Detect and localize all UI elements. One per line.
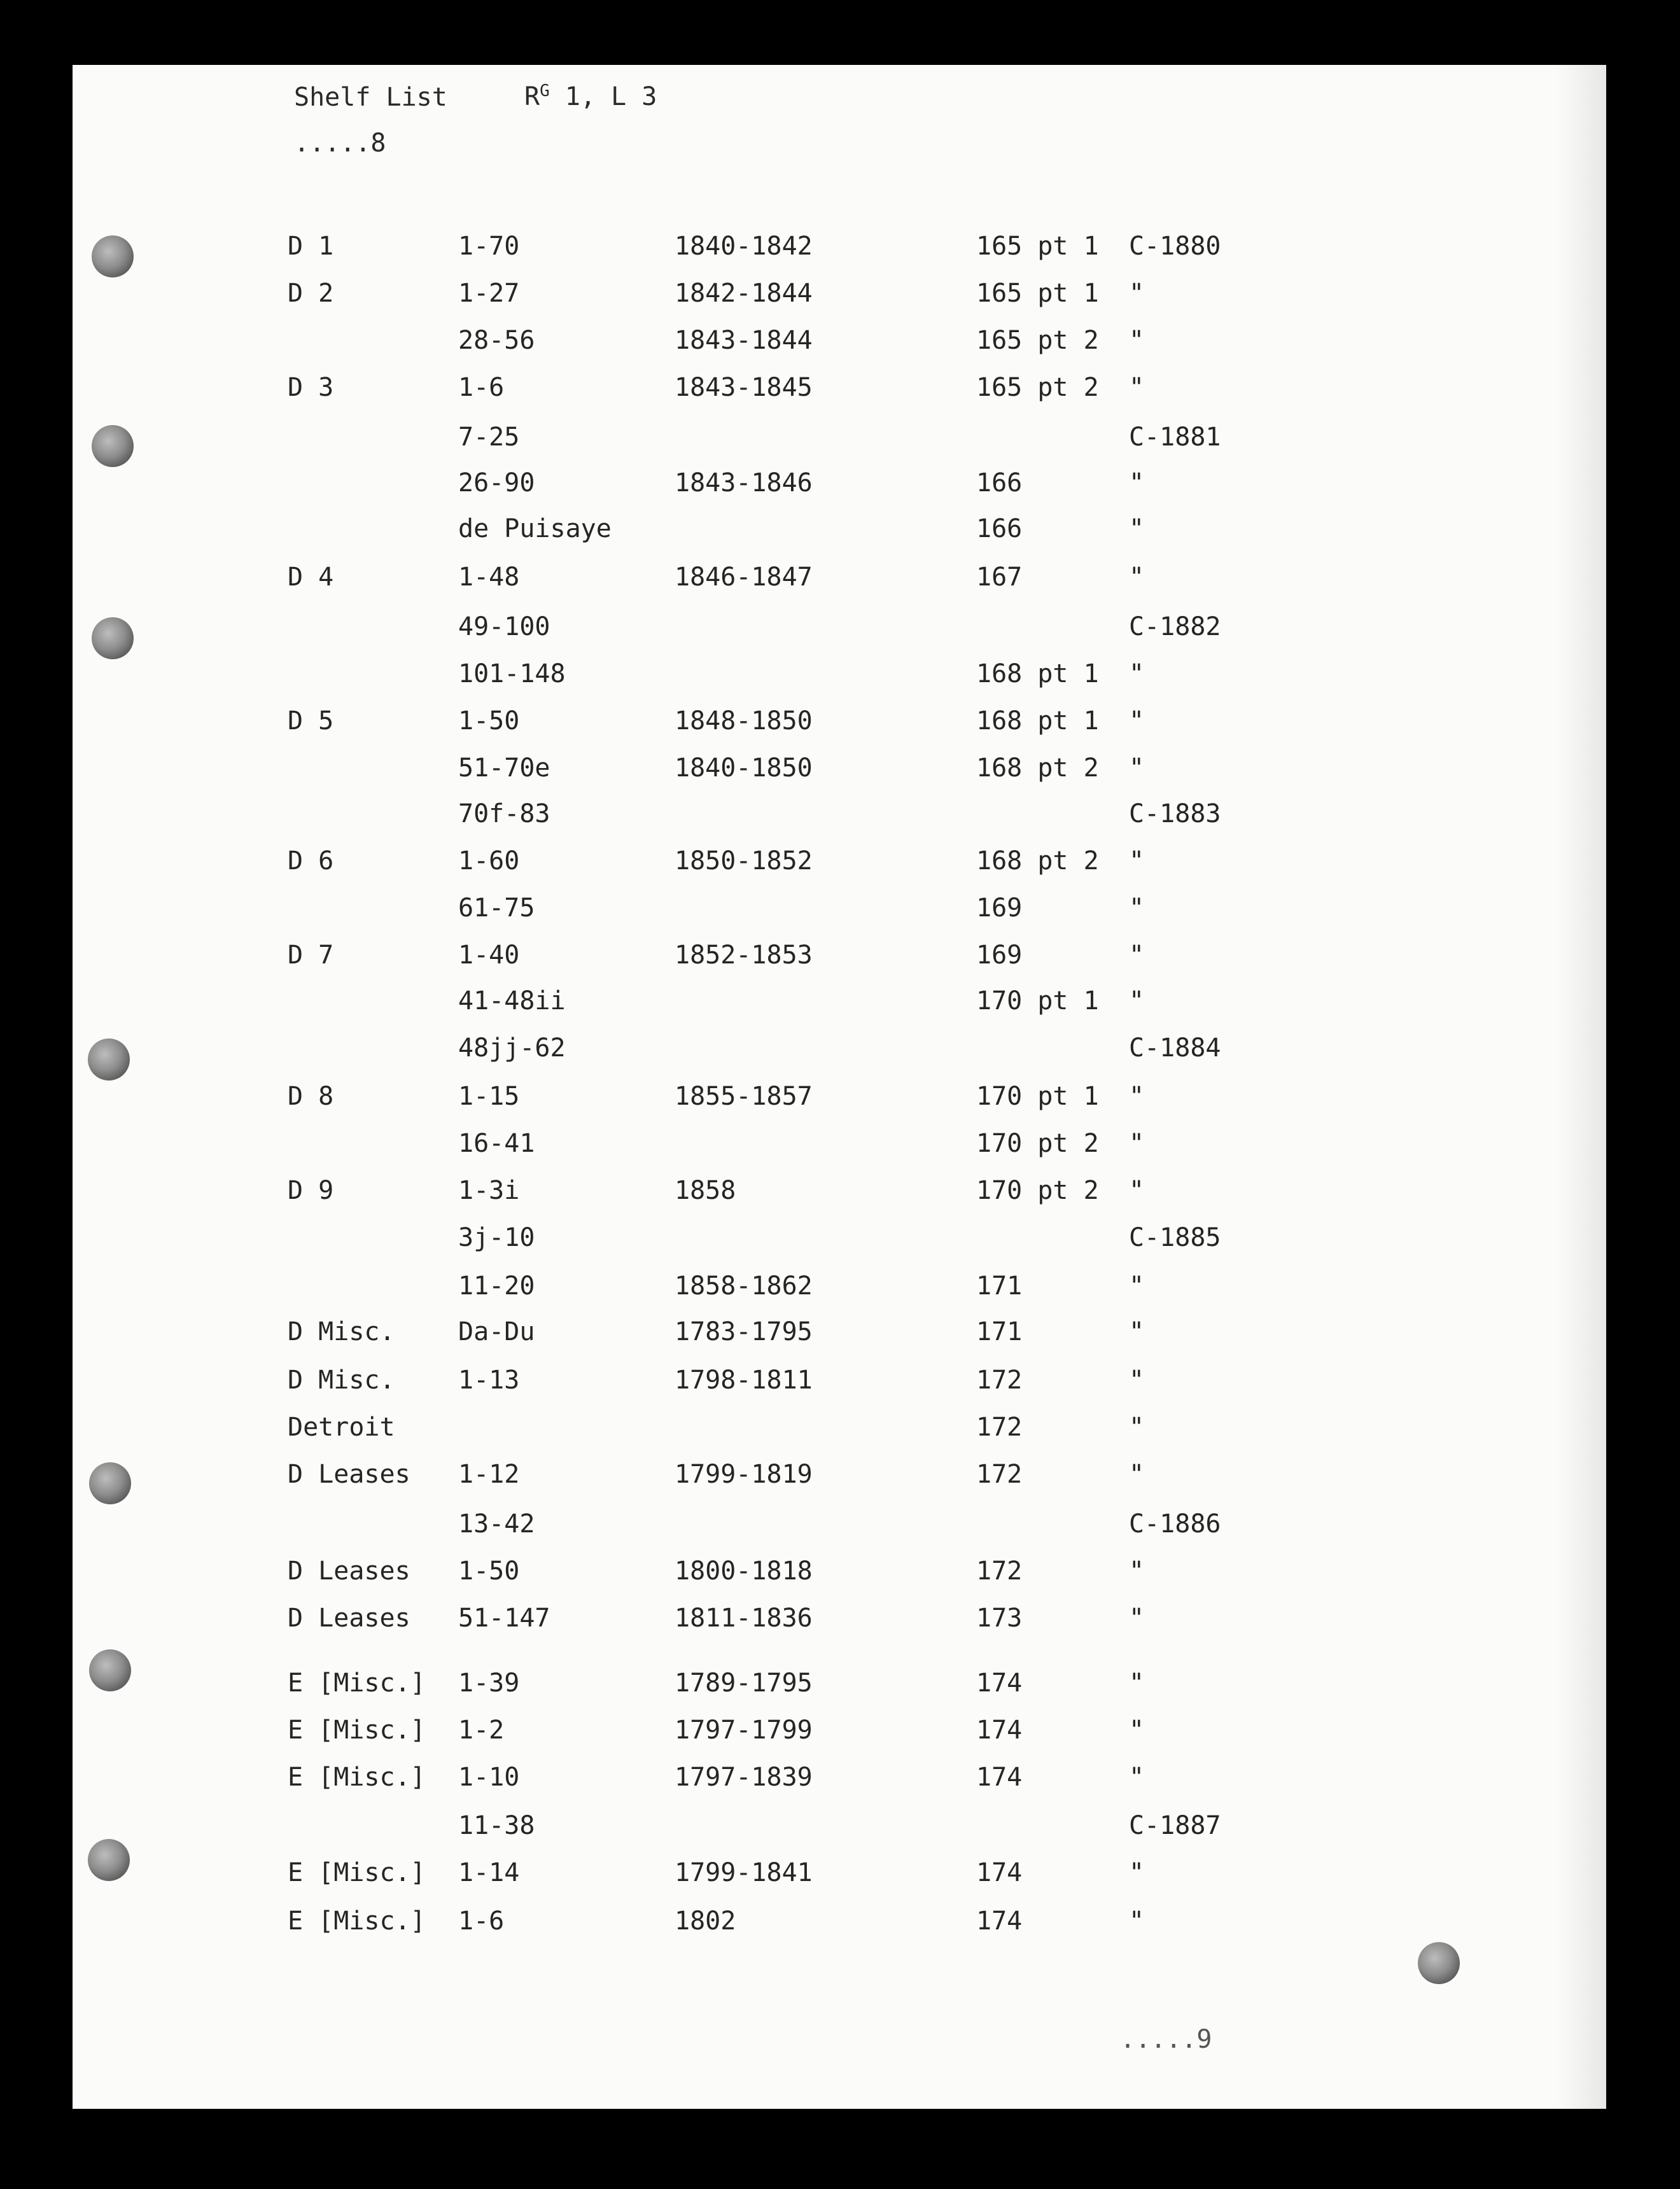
series-cell: D 2: [288, 279, 334, 308]
microfilm-reel-cell: ": [1129, 326, 1145, 355]
microfilm-reel-cell: ": [1129, 1556, 1145, 1586]
microfilm-reel-cell: ": [1129, 1129, 1145, 1158]
table-row: [73, 1176, 1606, 1214]
series-cell: D 9: [288, 1176, 334, 1205]
table-row: [73, 514, 1606, 552]
item-range-cell: 41-48ii: [458, 986, 566, 1016]
volume-cell: 174: [976, 1763, 1023, 1792]
table-row: [73, 1413, 1606, 1451]
series-cell: Detroit: [288, 1413, 395, 1442]
series-cell: D 4: [288, 563, 334, 592]
table-row: [73, 326, 1606, 364]
series-cell: D 1: [288, 232, 334, 261]
date-range-cell: 1858-1862: [675, 1271, 813, 1301]
series-cell: D 3: [288, 373, 334, 402]
table-row: [73, 706, 1606, 745]
microfilm-reel-cell: C-1883: [1129, 799, 1221, 829]
microfilm-reel-cell: ": [1129, 1366, 1145, 1395]
volume-cell: 173: [976, 1604, 1023, 1633]
table-row: [73, 1366, 1606, 1404]
microfilm-reel-cell: ": [1129, 1763, 1145, 1792]
table-row: [73, 659, 1606, 697]
date-range-cell: 1789-1795: [675, 1668, 813, 1698]
item-range-cell: 48jj-62: [458, 1033, 566, 1063]
date-range-cell: 1855-1857: [675, 1082, 813, 1111]
microfilm-reel-cell: C-1886: [1129, 1509, 1221, 1539]
table-row: [73, 1906, 1606, 1945]
microfilm-reel-cell: ": [1129, 1082, 1145, 1111]
table-row: [73, 1811, 1606, 1849]
volume-cell: 168 pt 2: [976, 753, 1099, 783]
volume-cell: 165 pt 1: [976, 232, 1099, 261]
date-range-cell: 1858: [675, 1176, 736, 1205]
microfilm-reel-cell: ": [1129, 373, 1145, 402]
table-row: [73, 941, 1606, 979]
item-range-cell: 51-147: [458, 1604, 550, 1633]
item-range-cell: de Puisaye: [458, 514, 612, 543]
volume-cell: 166: [976, 468, 1023, 498]
item-range-cell: 26-90: [458, 468, 535, 498]
date-range-cell: 1848-1850: [675, 706, 813, 736]
punch-hole: [1418, 1942, 1460, 1984]
date-range-cell: 1840-1850: [675, 753, 813, 783]
date-range-cell: 1802: [675, 1906, 736, 1936]
microfilm-reel-cell: ": [1129, 659, 1145, 689]
item-range-cell: 70f-83: [458, 799, 550, 829]
volume-cell: 170 pt 1: [976, 1082, 1099, 1111]
volume-cell: 174: [976, 1716, 1023, 1745]
date-range-cell: 1846-1847: [675, 563, 813, 592]
microfilm-reel-cell: ": [1129, 1271, 1145, 1301]
date-range-cell: 1797-1839: [675, 1763, 813, 1792]
document-title: Shelf List: [294, 83, 447, 112]
table-row: [73, 563, 1606, 601]
item-range-cell: 28-56: [458, 326, 535, 355]
item-range-cell: 1-50: [458, 706, 520, 736]
table-row: [73, 1271, 1606, 1310]
series-cell: D 5: [288, 706, 334, 736]
date-range-cell: 1840-1842: [675, 232, 813, 261]
series-cell: D Leases: [288, 1604, 410, 1633]
microfilm-reel-cell: ": [1129, 1604, 1145, 1633]
microfilm-reel-cell: ": [1129, 468, 1145, 498]
item-range-cell: 101-148: [458, 659, 566, 689]
microfilm-reel-cell: C-1884: [1129, 1033, 1221, 1063]
item-range-cell: 11-20: [458, 1271, 535, 1301]
item-range-cell: Da-Du: [458, 1317, 535, 1346]
item-range-cell: 1-60: [458, 846, 520, 876]
table-row: [73, 986, 1606, 1025]
item-range-cell: 51-70e: [458, 753, 550, 783]
series-cell: D Misc.: [288, 1317, 395, 1346]
table-row: [73, 1604, 1606, 1642]
table-row: [73, 1509, 1606, 1548]
series-cell: D Leases: [288, 1460, 410, 1489]
volume-cell: 172: [976, 1460, 1023, 1489]
date-range-cell: 1843-1845: [675, 373, 813, 402]
item-range-cell: 1-70: [458, 232, 520, 261]
table-row: [73, 1858, 1606, 1896]
date-range-cell: 1811-1836: [675, 1604, 813, 1633]
date-range-cell: 1799-1819: [675, 1460, 813, 1489]
table-row: [73, 373, 1606, 411]
series-cell: D 7: [288, 941, 334, 970]
continuation-marker: .....9: [1120, 2025, 1212, 2054]
volume-cell: 169: [976, 893, 1023, 923]
table-row: [73, 893, 1606, 932]
microfilm-reel-cell: ": [1129, 1176, 1145, 1205]
item-range-cell: 1-14: [458, 1858, 520, 1887]
series-cell: D 8: [288, 1082, 334, 1111]
table-row: [73, 1317, 1606, 1355]
item-range-cell: 61-75: [458, 893, 535, 923]
item-range-cell: 11-38: [458, 1811, 535, 1840]
item-range-cell: 1-13: [458, 1366, 520, 1395]
volume-cell: 168 pt 1: [976, 659, 1099, 689]
volume-cell: 174: [976, 1858, 1023, 1887]
series-cell: D Leases: [288, 1556, 410, 1586]
item-range-cell: 3j-10: [458, 1223, 535, 1252]
volume-cell: 170 pt 1: [976, 986, 1099, 1016]
table-row: [73, 1082, 1606, 1120]
volume-cell: 172: [976, 1413, 1023, 1442]
series-cell: E [Misc.]: [288, 1858, 426, 1887]
volume-cell: 165 pt 2: [976, 326, 1099, 355]
microfilm-reel-cell: ": [1129, 986, 1145, 1016]
item-range-cell: 49-100: [458, 612, 550, 641]
microfilm-reel-cell: C-1881: [1129, 423, 1221, 452]
item-range-cell: 1-48: [458, 563, 520, 592]
microfilm-reel-cell: ": [1129, 514, 1145, 543]
item-range-cell: 1-10: [458, 1763, 520, 1792]
volume-cell: 174: [976, 1668, 1023, 1698]
item-range-cell: 7-25: [458, 423, 520, 452]
volume-cell: 174: [976, 1906, 1023, 1936]
volume-cell: 165 pt 1: [976, 279, 1099, 308]
microfilm-reel-cell: C-1880: [1129, 232, 1221, 261]
table-row: [73, 799, 1606, 837]
microfilm-reel-cell: C-1885: [1129, 1223, 1221, 1252]
microfilm-reel-cell: C-1882: [1129, 612, 1221, 641]
series-cell: E [Misc.]: [288, 1668, 426, 1698]
table-row: [73, 846, 1606, 885]
microfilm-reel-cell: ": [1129, 1668, 1145, 1698]
date-range-cell: 1799-1841: [675, 1858, 813, 1887]
table-row: [73, 753, 1606, 792]
microfilm-reel-cell: ": [1129, 1906, 1145, 1936]
date-range-cell: 1850-1852: [675, 846, 813, 876]
microfilm-reel-cell: ": [1129, 706, 1145, 736]
volume-cell: 168 pt 1: [976, 706, 1099, 736]
volume-cell: 172: [976, 1556, 1023, 1586]
table-row: [73, 279, 1606, 317]
series-cell: E [Misc.]: [288, 1716, 426, 1745]
record-group-reference: $R^G$ 1, L 3: [524, 81, 657, 111]
table-row: [73, 1460, 1606, 1498]
microfilm-reel-cell: C-1887: [1129, 1811, 1221, 1840]
item-range-cell: 1-39: [458, 1668, 520, 1698]
microfilm-reel-cell: ": [1129, 753, 1145, 783]
table-row: [73, 423, 1606, 461]
volume-cell: 166: [976, 514, 1023, 543]
table-row: [73, 468, 1606, 507]
date-range-cell: 1843-1844: [675, 326, 813, 355]
microfilm-reel-cell: ": [1129, 1317, 1145, 1346]
table-row: [73, 232, 1606, 270]
series-cell: E [Misc.]: [288, 1906, 426, 1936]
table-row: [73, 1129, 1606, 1167]
series-cell: D 6: [288, 846, 334, 876]
item-range-cell: 1-50: [458, 1556, 520, 1586]
item-range-cell: 16-41: [458, 1129, 535, 1158]
volume-cell: 167: [976, 563, 1023, 592]
microfilm-reel-cell: ": [1129, 1413, 1145, 1442]
microfilm-reel-cell: ": [1129, 1460, 1145, 1489]
volume-cell: 168 pt 2: [976, 846, 1099, 876]
volume-cell: 172: [976, 1366, 1023, 1395]
item-range-cell: 1-2: [458, 1716, 505, 1745]
series-cell: E [Misc.]: [288, 1763, 426, 1792]
volume-cell: 170 pt 2: [976, 1129, 1099, 1158]
table-row: [73, 1716, 1606, 1754]
date-range-cell: 1798-1811: [675, 1366, 813, 1395]
item-range-cell: 1-6: [458, 1906, 505, 1936]
microfilm-reel-cell: ": [1129, 1716, 1145, 1745]
series-cell: D Misc.: [288, 1366, 395, 1395]
item-range-cell: 1-6: [458, 373, 505, 402]
date-range-cell: 1842-1844: [675, 279, 813, 308]
volume-cell: 170 pt 2: [976, 1176, 1099, 1205]
date-range-cell: 1783-1795: [675, 1317, 813, 1346]
table-row: [73, 1033, 1606, 1072]
item-range-cell: 13-42: [458, 1509, 535, 1539]
microfilm-reel-cell: ": [1129, 941, 1145, 970]
item-range-cell: 1-15: [458, 1082, 520, 1111]
microfilm-reel-cell: ": [1129, 1858, 1145, 1887]
volume-cell: 171: [976, 1271, 1023, 1301]
microfilm-reel-cell: ": [1129, 893, 1145, 923]
item-range-cell: 1-12: [458, 1460, 520, 1489]
item-range-cell: 1-3i: [458, 1176, 520, 1205]
table-row: [73, 1668, 1606, 1707]
table-row: [73, 1556, 1606, 1595]
volume-cell: 171: [976, 1317, 1023, 1346]
microfilm-reel-cell: ": [1129, 563, 1145, 592]
table-row: [73, 1223, 1606, 1261]
item-range-cell: 1-27: [458, 279, 520, 308]
date-range-cell: 1797-1799: [675, 1716, 813, 1745]
document-page: [73, 65, 1606, 2109]
volume-cell: 165 pt 2: [976, 373, 1099, 402]
item-range-cell: 1-40: [458, 941, 520, 970]
microfilm-reel-cell: ": [1129, 279, 1145, 308]
date-range-cell: 1800-1818: [675, 1556, 813, 1586]
table-row: [73, 612, 1606, 650]
page-marker: .....8: [294, 129, 386, 158]
table-row: [73, 1763, 1606, 1801]
date-range-cell: 1843-1846: [675, 468, 813, 498]
date-range-cell: 1852-1853: [675, 941, 813, 970]
volume-cell: 169: [976, 941, 1023, 970]
microfilm-reel-cell: ": [1129, 846, 1145, 876]
